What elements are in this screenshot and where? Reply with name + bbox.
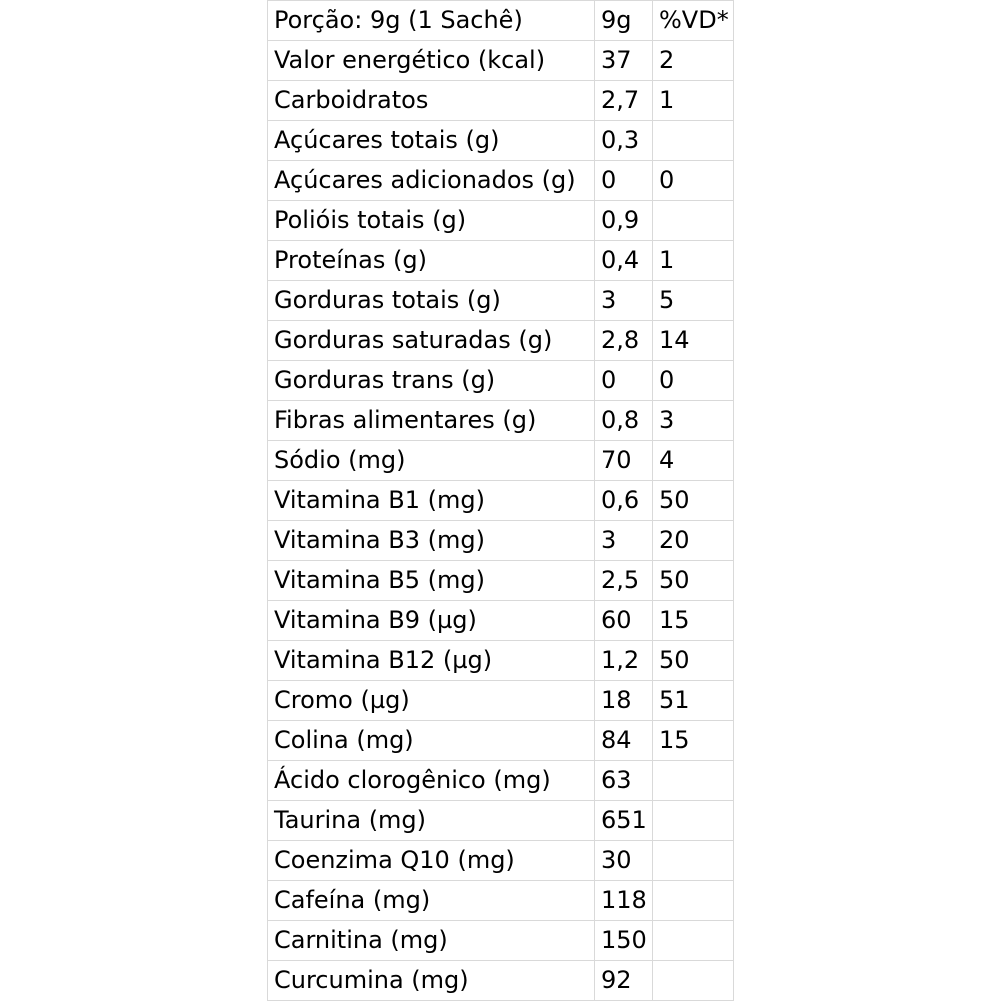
table-row	[268, 481, 734, 521]
daily-value-cell[interactable]	[653, 201, 734, 241]
portion-label-cell[interactable]: Porção: 9g (1 Sachê)	[268, 1, 595, 41]
nutrient-name-cell[interactable]: Vitamina B9 (µg)	[268, 601, 595, 641]
daily-value-header-cell[interactable]: %VD*	[653, 1, 734, 41]
nutrient-amount-cell[interactable]: 37	[595, 41, 653, 81]
daily-value-cell[interactable]	[653, 121, 734, 161]
nutrient-name-cell[interactable]: Vitamina B1 (mg)	[268, 481, 595, 521]
daily-value-cell[interactable]: 5	[653, 281, 734, 321]
nutrient-name-cell[interactable]: Sódio (mg)	[268, 441, 595, 481]
table-row	[268, 321, 734, 361]
nutrient-name-cell[interactable]: Cromo (µg)	[268, 681, 595, 721]
table-row	[268, 361, 734, 401]
table-row	[268, 41, 734, 81]
nutrient-amount-cell[interactable]: 0,8	[595, 401, 653, 441]
nutrient-name-cell[interactable]: Proteínas (g)	[268, 241, 595, 281]
nutrient-amount-cell[interactable]: 63	[595, 761, 653, 801]
nutrient-name-cell[interactable]: Fibras alimentares (g)	[268, 401, 595, 441]
nutrient-amount-cell[interactable]: 0,6	[595, 481, 653, 521]
nutrient-amount-cell[interactable]: 2,8	[595, 321, 653, 361]
daily-value-cell[interactable]: 4	[653, 441, 734, 481]
daily-value-cell[interactable]: 50	[653, 561, 734, 601]
table-row	[268, 121, 734, 161]
nutrient-amount-cell[interactable]: 92	[595, 961, 653, 1001]
table-row	[268, 241, 734, 281]
table-row	[268, 761, 734, 801]
nutrient-amount-cell[interactable]: 30	[595, 841, 653, 881]
nutrient-name-cell[interactable]: Colina (mg)	[268, 721, 595, 761]
table-row	[268, 161, 734, 201]
daily-value-cell[interactable]: 15	[653, 721, 734, 761]
nutrition-table-sheet	[267, 0, 733, 1000]
daily-value-cell[interactable]: 2	[653, 41, 734, 81]
table-row	[268, 561, 734, 601]
nutrient-amount-cell[interactable]: 3	[595, 521, 653, 561]
nutrient-amount-cell[interactable]: 150	[595, 921, 653, 961]
table-row	[268, 601, 734, 641]
table-row	[268, 641, 734, 681]
nutrient-name-cell[interactable]: Gorduras saturadas (g)	[268, 321, 595, 361]
portion-amount-cell[interactable]: 9g	[595, 1, 653, 41]
daily-value-cell[interactable]	[653, 961, 734, 1001]
daily-value-cell[interactable]	[653, 921, 734, 961]
table-header-row	[268, 1, 734, 41]
nutrient-name-cell[interactable]: Ácido clorogênico (mg)	[268, 761, 595, 801]
nutrient-amount-cell[interactable]: 0	[595, 361, 653, 401]
table-row	[268, 441, 734, 481]
nutrient-amount-cell[interactable]: 18	[595, 681, 653, 721]
daily-value-cell[interactable]: 0	[653, 361, 734, 401]
nutrient-name-cell[interactable]: Cafeína (mg)	[268, 881, 595, 921]
daily-value-cell[interactable]	[653, 881, 734, 921]
nutrient-name-cell[interactable]: Vitamina B5 (mg)	[268, 561, 595, 601]
nutrient-name-cell[interactable]: Carboidratos	[268, 81, 595, 121]
nutrient-name-cell[interactable]: Taurina (mg)	[268, 801, 595, 841]
table-row	[268, 961, 734, 1001]
daily-value-cell[interactable]: 1	[653, 241, 734, 281]
nutrient-name-cell[interactable]: Açúcares adicionados (g)	[268, 161, 595, 201]
daily-value-cell[interactable]: 51	[653, 681, 734, 721]
nutrient-amount-cell[interactable]: 0,9	[595, 201, 653, 241]
nutrition-table	[267, 0, 734, 1001]
daily-value-cell[interactable]: 3	[653, 401, 734, 441]
daily-value-cell[interactable]: 50	[653, 481, 734, 521]
table-row	[268, 81, 734, 121]
table-row	[268, 201, 734, 241]
nutrient-name-cell[interactable]: Vitamina B3 (mg)	[268, 521, 595, 561]
nutrient-name-cell[interactable]: Valor energético (kcal)	[268, 41, 595, 81]
table-row	[268, 401, 734, 441]
table-row	[268, 681, 734, 721]
table-row	[268, 841, 734, 881]
table-row	[268, 721, 734, 761]
table-row	[268, 281, 734, 321]
nutrient-amount-cell[interactable]: 3	[595, 281, 653, 321]
nutrient-name-cell[interactable]: Gorduras totais (g)	[268, 281, 595, 321]
daily-value-cell[interactable]: 1	[653, 81, 734, 121]
nutrient-amount-cell[interactable]: 70	[595, 441, 653, 481]
nutrient-name-cell[interactable]: Vitamina B12 (µg)	[268, 641, 595, 681]
nutrient-amount-cell[interactable]: 0,3	[595, 121, 653, 161]
nutrient-amount-cell[interactable]: 118	[595, 881, 653, 921]
nutrient-amount-cell[interactable]: 651	[595, 801, 653, 841]
daily-value-cell[interactable]: 0	[653, 161, 734, 201]
daily-value-cell[interactable]	[653, 801, 734, 841]
daily-value-cell[interactable]: 14	[653, 321, 734, 361]
daily-value-cell[interactable]: 15	[653, 601, 734, 641]
nutrient-name-cell[interactable]: Polióis totais (g)	[268, 201, 595, 241]
table-row	[268, 801, 734, 841]
daily-value-cell[interactable]	[653, 841, 734, 881]
nutrient-name-cell[interactable]: Coenzima Q10 (mg)	[268, 841, 595, 881]
daily-value-cell[interactable]: 20	[653, 521, 734, 561]
nutrient-name-cell[interactable]: Curcumina (mg)	[268, 961, 595, 1001]
table-row	[268, 881, 734, 921]
table-row	[268, 921, 734, 961]
nutrition-table-body	[268, 1, 734, 1001]
nutrient-amount-cell[interactable]: 60	[595, 601, 653, 641]
nutrient-amount-cell[interactable]: 0	[595, 161, 653, 201]
nutrient-amount-cell[interactable]: 1,2	[595, 641, 653, 681]
daily-value-cell[interactable]	[653, 761, 734, 801]
nutrient-amount-cell[interactable]: 2,7	[595, 81, 653, 121]
nutrient-name-cell[interactable]: Carnitina (mg)	[268, 921, 595, 961]
daily-value-cell[interactable]: 50	[653, 641, 734, 681]
nutrient-amount-cell[interactable]: 2,5	[595, 561, 653, 601]
nutrient-amount-cell[interactable]: 84	[595, 721, 653, 761]
table-row	[268, 521, 734, 561]
nutrient-name-cell[interactable]: Gorduras trans (g)	[268, 361, 595, 401]
nutrient-name-cell[interactable]: Açúcares totais (g)	[268, 121, 595, 161]
nutrient-amount-cell[interactable]: 0,4	[595, 241, 653, 281]
